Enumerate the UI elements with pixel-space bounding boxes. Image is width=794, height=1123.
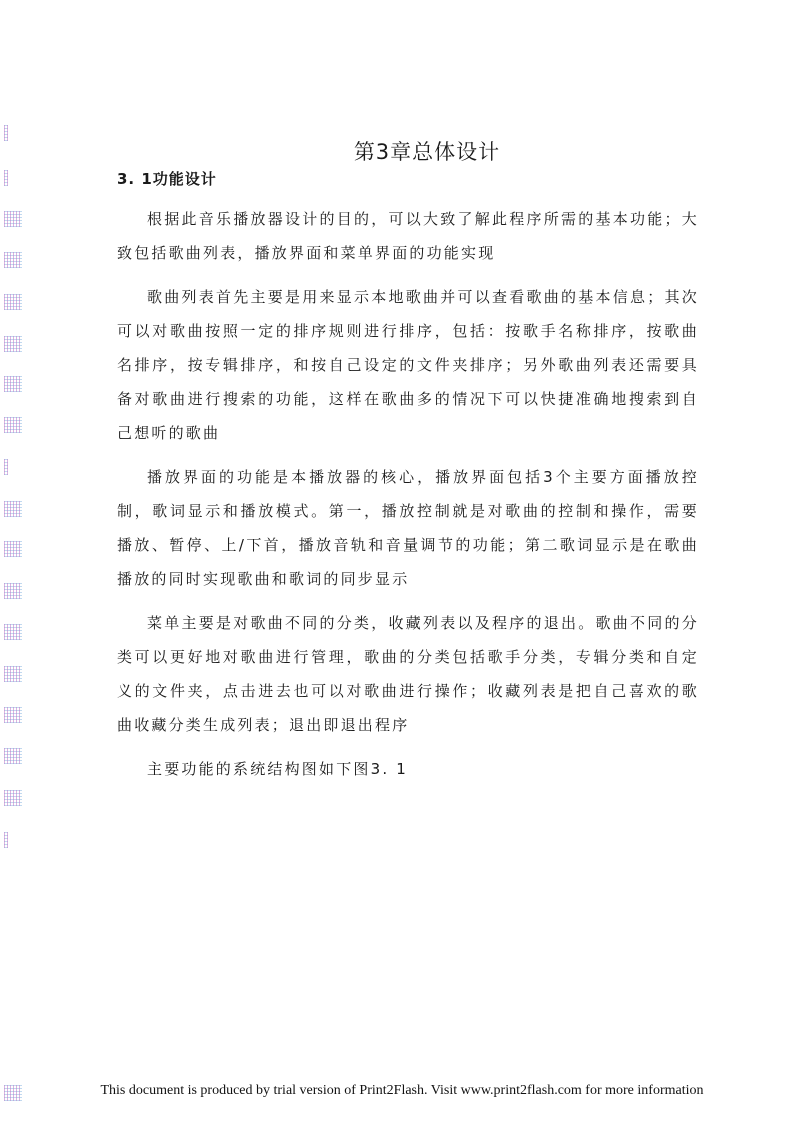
paragraph: 菜单主要是对歌曲不同的分类，收藏列表以及程序的退出。歌曲不同的分类可以更好地对歌曲进行管理，歌曲的分类包括歌手分类，专辑分类和自定义的文件夹，点击进去也可以对歌曲进行操作；收藏列表是把自己喜欢的歌曲收藏分类生成列表；退出即退出程序 [117,614,699,734]
paragraph: 播放界面的功能是本播放器的核心，播放界面包括3个主要方面播放控制，歌词显示和播放模式。第一，播放控制就是对歌曲的控制和操作，需要播放、暂停、上/下首，播放音轨和音量调节的功能；第二歌词显示是在歌曲播放的同时实现歌曲和歌词的同步显示 [117,468,699,588]
noise-mark [4,417,22,433]
chapter-title: 第3章总体设计 [353,140,501,165]
noise-mark [4,707,22,723]
noise-mark [4,501,22,517]
body-text [117,202,699,796]
paragraph: 歌曲列表首先主要是用来显示本地歌曲并可以查看歌曲的基本信息；其次可以对歌曲按照一定的排序规则进行排序，包括：按歌手名称排序，按歌曲名排序，按专辑排序，和按自己设定的文件夹排序；另外歌曲列表还需要具备对歌曲进行搜索的功能，这样在歌曲多的情况下可以快捷准确地搜索到自己想听的歌曲 [117,288,699,442]
trial-watermark-footer: This document is produced by trial version of Print2Flash. Visit www.print2flash.com for more information [100,1083,704,1098]
noise-mark [4,376,22,392]
noise-mark [4,336,22,352]
paragraph: 主要功能的系统结构图如下图3. 1 [147,760,409,778]
scan-margin-noise [0,0,30,1123]
noise-mark [4,624,22,640]
noise-mark [4,252,22,268]
noise-mark [4,294,22,310]
noise-mark [4,211,22,227]
paragraph: 根据此音乐播放器设计的目的，可以大致了解此程序所需的基本功能；大致包括歌曲列表，播放界面和菜单界面的功能实现 [117,210,699,262]
section-heading: 3. 1功能设计 [117,170,217,188]
noise-mark [4,832,8,848]
noise-mark [4,748,22,764]
noise-mark [4,666,22,682]
noise-mark [4,170,8,186]
noise-mark [4,459,8,475]
noise-mark [4,790,22,806]
noise-mark [4,583,22,599]
noise-mark [4,541,22,557]
